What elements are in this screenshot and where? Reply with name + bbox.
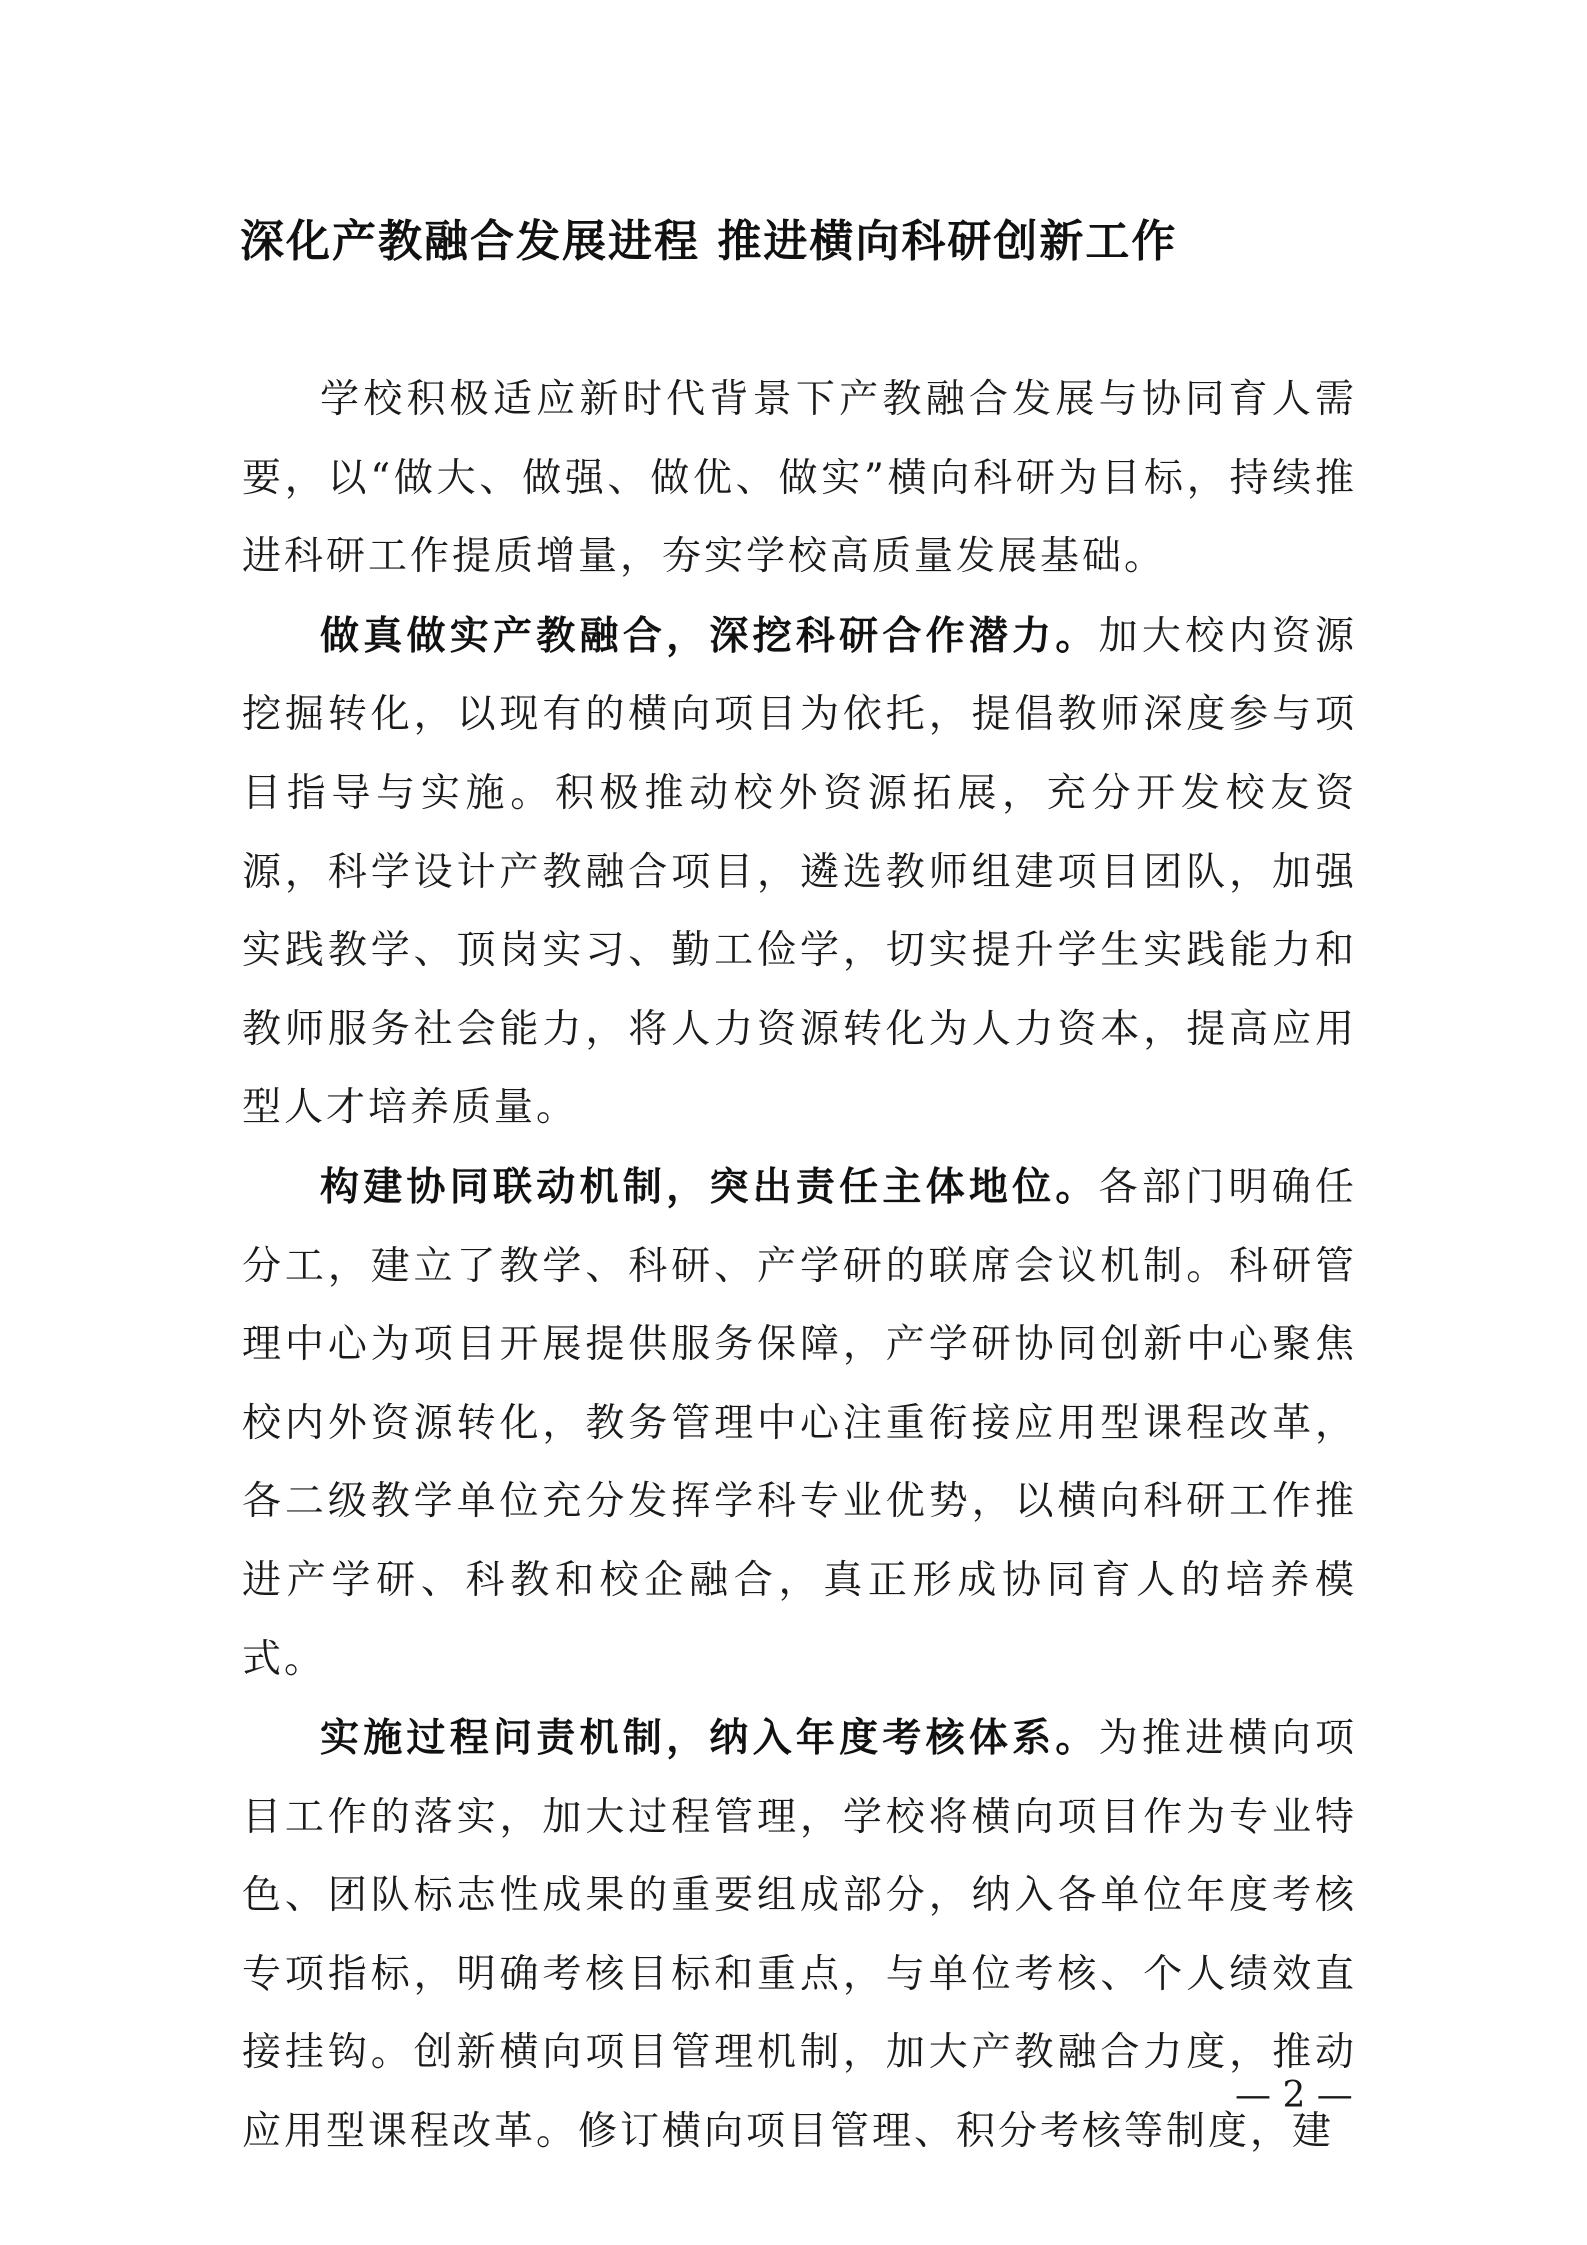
- paragraph-lead: 构建协同联动机制，突出责任主体地位。: [320, 1163, 1099, 1210]
- paragraph-lead: 做真做实产教融合，深挖科研合作潜力。: [320, 612, 1099, 659]
- paragraph-text: 各部门明确任分工，建立了教学、科研、产学研的联席会议机制。科研管理中心为项目开展提供服务保障，产学研协同创新中心聚焦校内外资源转化，教务管理中心注重衔接应用型课程改革，各二级教学单位充分发挥学科专业优势，以横向科研工作推进产学研、科教和校企融合，真正形成协同育人的培养模式。: [242, 1164, 1357, 1682]
- page-number: — 2 —: [1235, 2075, 1353, 2116]
- paragraph-text: 学校积极适应新时代背景下产教融合发展与协同育人需要，以“做大、做强、做优、做实”横向科研为目标，持续推进科研工作提质增量，夯实学校高质量发展基础。: [242, 377, 1357, 580]
- paragraph-text: 加大校内资源挖掘转化，以现有的横向项目为依托，提倡教师深度参与项目指导与实施。积极推动校外资源拓展，充分开发校友资源，科学设计产教融合项目，遴选教师组建项目团队，加强实践教学、顶岗实习、勤工俭学，切实提升学生实践能力和教师服务社会能力，将人力资源转化为人力资本，提高应用型人才培养质量。: [242, 613, 1357, 1131]
- paragraph-coordination: [242, 1148, 1357, 1699]
- document-title: 深化产教融合发展进程 推进横向科研创新工作: [240, 216, 1178, 267]
- paragraph-text: 为推进横向项目工作的落实，加大过程管理，学校将横向项目作为专业特色、团队标志性成果的重要组成部分，纳入各单位年度考核专项指标，明确考核目标和重点，与单位考核、个人绩效直接挂钩。创新横向项目管理机制，加大产教融合力度，推动应用型课程改革。修订横向项目管理、积分考核等制度，建: [242, 1716, 1357, 2155]
- paragraph-intro: [242, 361, 1357, 597]
- paragraph-accountability: [242, 1699, 1357, 2172]
- paragraph-industry-education: [242, 597, 1357, 1148]
- paragraph-lead: 实施过程问责机制，纳入年度考核体系。: [320, 1715, 1099, 1762]
- document-body: [242, 361, 1357, 2172]
